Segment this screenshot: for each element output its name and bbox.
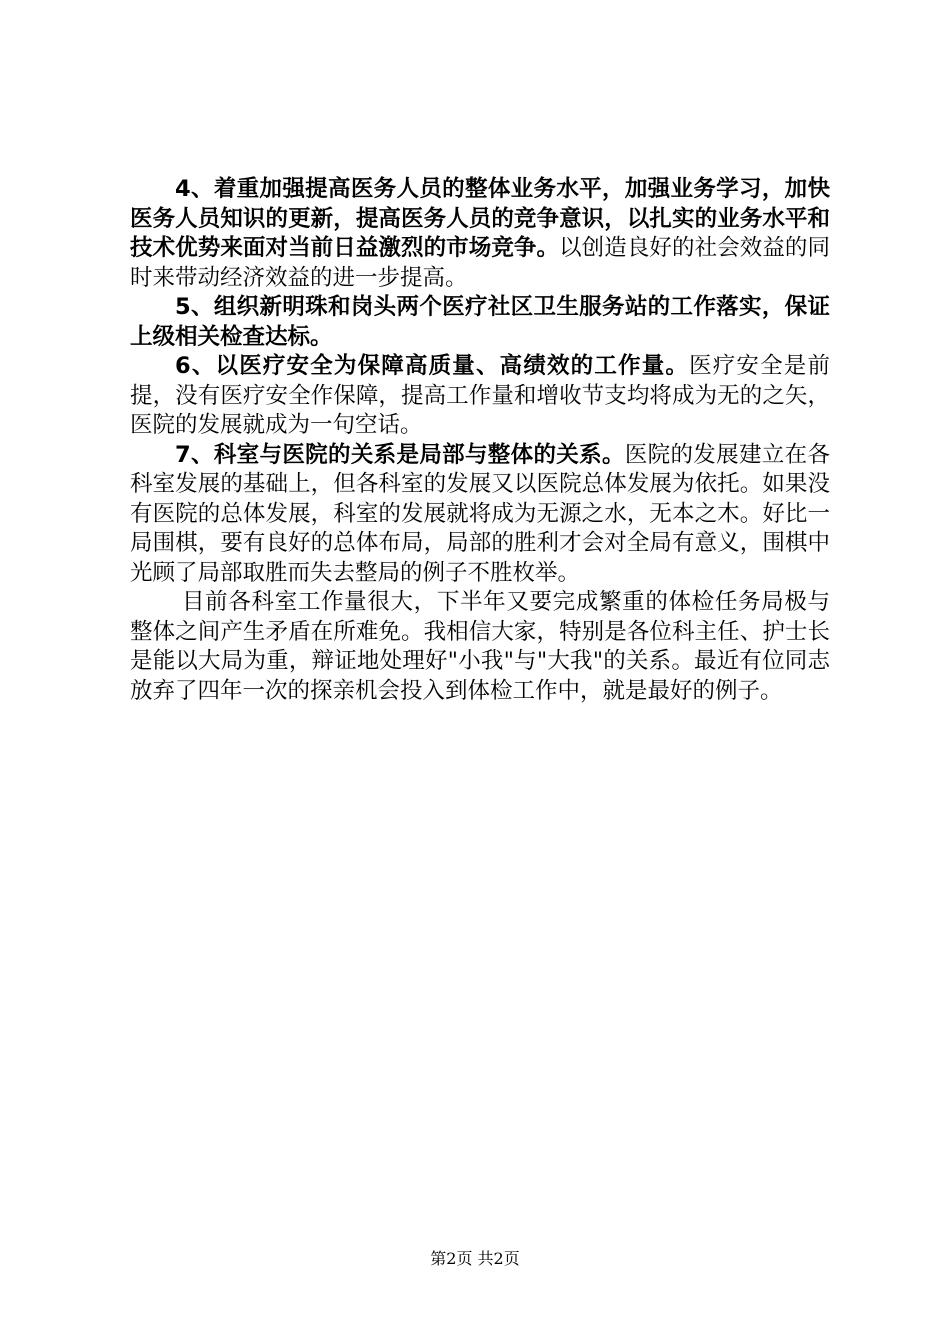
document-body (130, 175, 830, 706)
closing-paragraph: 目前各科室工作量很大，下半年又要完成繁重的体检任务局极与整体之间产生矛盾在所难免。我相信大家，特别是各位科主任、护士长是能以大局为重，辩证地处理好"小我"与"大我"的关系。最近有位同志放弃了四年一次的探亲机会投入到体检工作中，就是最好的例子。 (130, 589, 830, 704)
paragraph-text: 医院的发展建立在各科室发展的基础上，但各科室的发展又以医院总体发展为依托。如果没有医院的总体发展，科室的发展就将成为无源之水，无本之木。好比一局围棋，要有良好的总体布局，局部的胜利才会对全局有意义，围棋中光顾了局部取胜而失去整局的例子不胜枚举。 (130, 441, 830, 586)
paragraph-heading: 4、着重加强提高医务人员的整体业务水平，加强业务学习，加快医务人员知识的更新，提高医务人员的竞争意识，以扎实的业务水平和技术优势来面对当前日益激烈的市场竞争。 (130, 176, 830, 261)
paragraph-item-4 (130, 175, 830, 293)
paragraph-item-5 (130, 293, 830, 352)
paragraph-item-6 (130, 352, 830, 441)
paragraph-text: 医疗安全是前提，没有医疗安全作保障，提高工作量和增收节支均将成为无的之矢，医院的发展就成为一句空话。 (130, 353, 830, 438)
paragraph-heading: 6、以医疗安全为保障高质量、高绩效的工作量。 (175, 353, 690, 379)
paragraph-item-7 (130, 441, 830, 589)
paragraph-heading: 5、组织新明珠和岗头两个医疗社区卫生服务站的工作落实，保证上级相关检查达标。 (130, 294, 830, 350)
paragraph-text: 以创造良好的社会效益的同时来带动经济效益的进一步提高。 (130, 235, 830, 291)
paragraph-heading: 7、科室与医院的关系是局部与整体的关系。 (175, 441, 625, 468)
page-number-footer: 第2页 共2页 (430, 1249, 520, 1268)
